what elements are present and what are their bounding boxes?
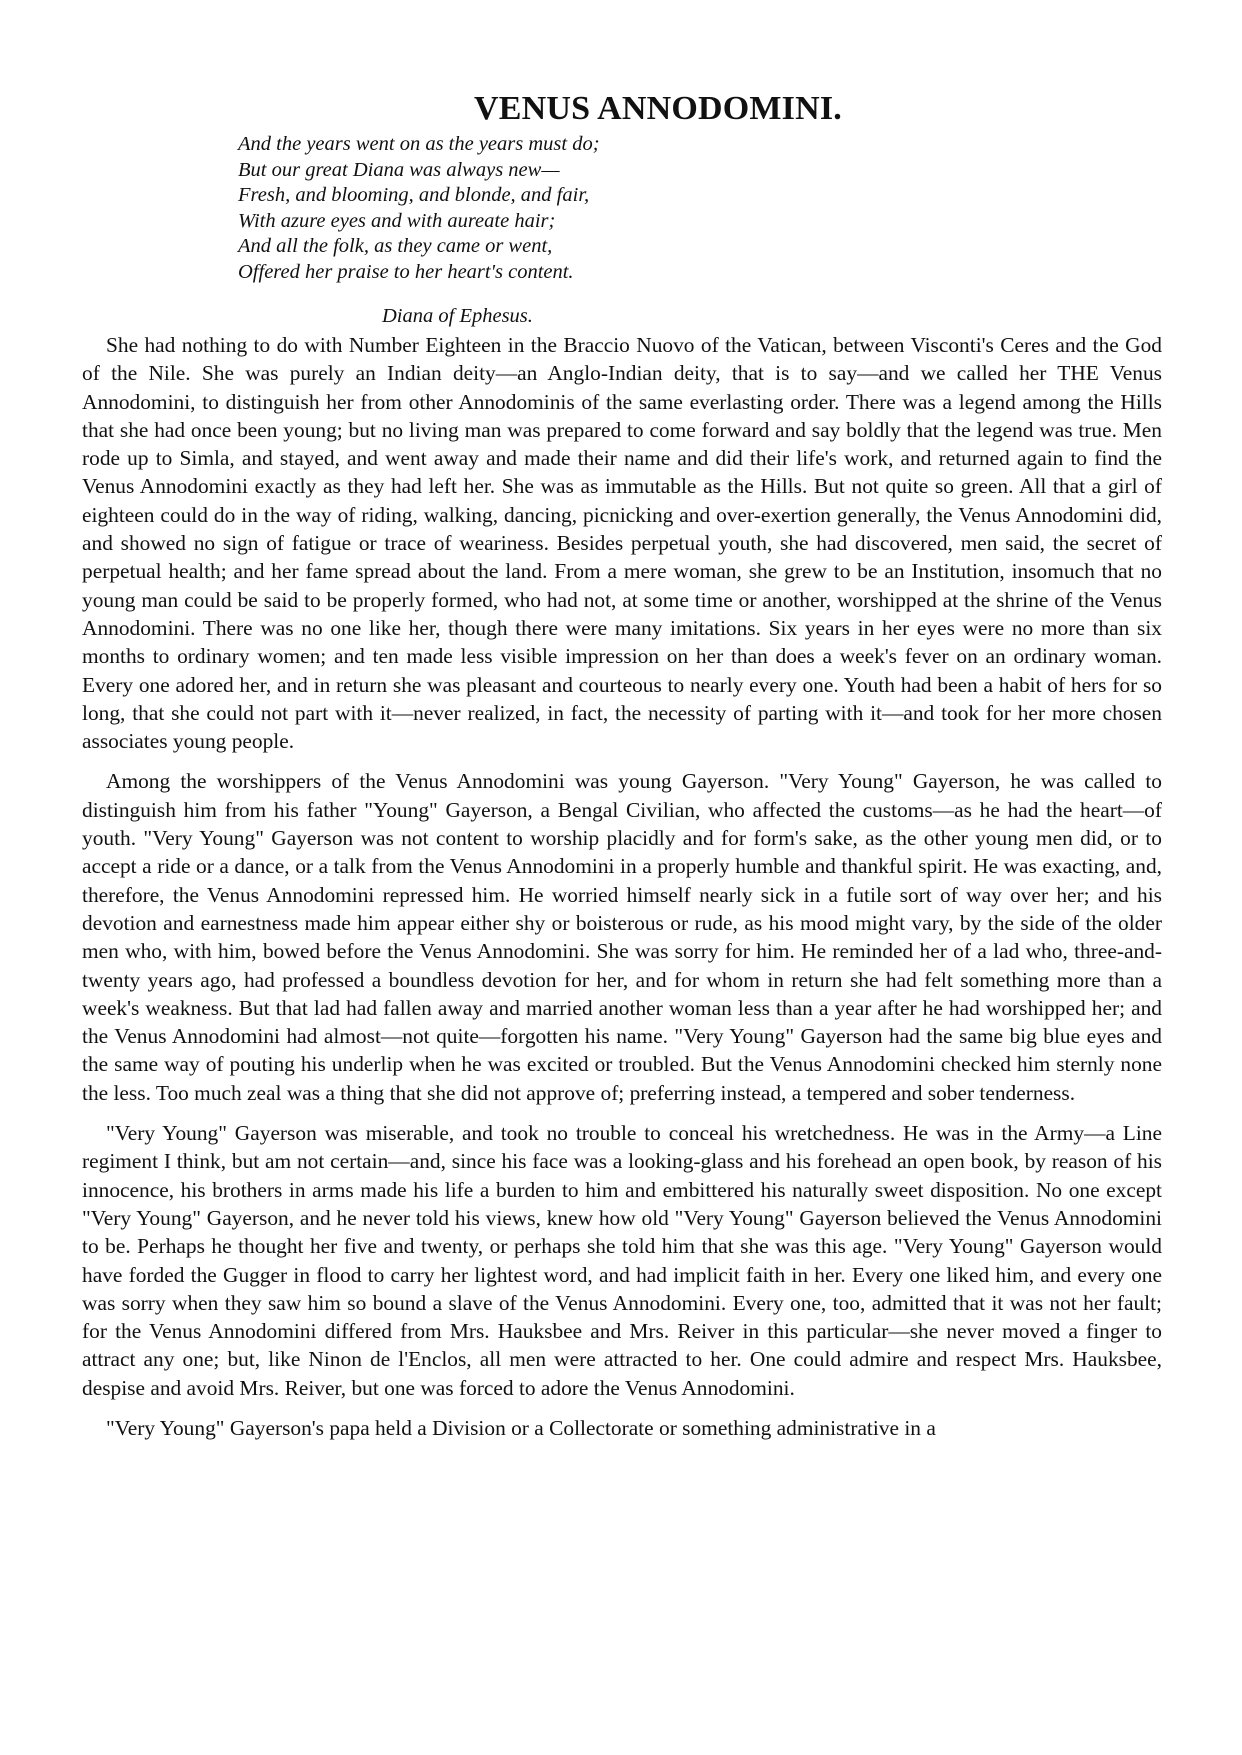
paragraph: Among the worshippers of the Venus Annodomini was young Gayerson. "Very Young" Gayerson, he was called to distinguish him from his father "Young" Gayerson, a Bengal Civilian, who affected the customs—as he had the heart—of youth. "Very Young" Gayerson was not content to worship placidly and for form's sake, as the other young men did, or to accept a ride or a dance, or a talk from the Venus Annodomini in a properly humble and thankful spirit. He was exacting, and, therefore, the Venus Annodomini repressed him. He worried himself nearly sick in a futile sort of way over her; and his devotion and earnestness made him appear either shy or boisterous or rude, as his mood might vary, by the side of the older men who, with him, bowed before the Venus Annodomini. She was sorry for him. He reminded her of a lad who, three-and-twenty years ago, had professed a boundless devotion for her, and for whom in return she had felt something more than a week's weakness. But that lad had fallen away and married another woman less than a year after he had worshipped her; and the Venus Annodomini had almost—not quite—forgotten his name. "Very Young" Gayerson had the same big blue eyes and the same way of pouting his underlip when he was excited or troubled. But the Venus Annodomini checked him sternly none the less. Too much zeal was a thing that she did not approve of; preferring instead, a tempered and sober tenderness. <box>82 769 1162 1105</box>
epigraph-line: And the years went on as the years must do; <box>238 133 600 155</box>
epigraph <box>238 132 1162 285</box>
paragraph: She had nothing to do with Number Eighteen in the Braccio Nuovo of the Vatican, between Visconti's Ceres and the God of the Nile. She was purely an Indian deity—an Anglo-Indian deity, that is to say—and we called her THE Venus Annodomini, to distinguish her from other Annodominis of the same everlasting order. There was a legend among the Hills that she had once been young; but no living man was prepared to come forward and say boldly that the legend was true. Men rode up to Simla, and stayed, and went away and made their name and did their life's work, and returned again to find the Venus Annodomini exactly as they had left her. She was as immutable as the Hills. But not quite so green. All that a girl of eighteen could do in the way of riding, walking, dancing, picnicking and over-exertion generally, the Venus Annodomini did, and showed no sign of fatigue or trace of weariness. Besides perpetual youth, she had discovered, men said, the secret of perpetual health; and her fame spread about the land. From a mere woman, she grew to be an Institution, insomuch that no young man could be said to be properly formed, who had not, at some time or another, worshipped at the shrine of the Venus Annodomini. There was no one like her, though there were many imitations. Six years in her eyes were no more than six months to ordinary women; and ten made less visible impression on her than does a week's fever on an ordinary woman. Every one adored her, and in return she was pleasant and courteous to nearly every one. Youth had been a habit of hers for so long, that she could not part with it—never realized, in fact, the necessity of parting with it—and took for her more chosen associates young people. <box>82 333 1162 754</box>
epigraph-line: And all the folk, as they came or went, <box>238 235 553 257</box>
body-text <box>82 331 1162 1442</box>
paragraph: "Very Young" Gayerson was miserable, and took no trouble to conceal his wretchedness. He was in the Army—a Line regiment I think, but am not certain—and, since his face was a looking-glass and his forehead an open book, by reason of his innocence, his brothers in arms made his life a burden to him and embittered his naturally sweet disposition. No one except "Very Young" Gayerson, and he never told his views, knew how old "Very Young" Gayerson believed the Venus Annodomini to be. Perhaps he thought her five and twenty, or perhaps she told him that she was this age. "Very Young" Gayerson would have forded the Gugger in flood to carry her lightest word, and had implicit faith in her. Every one liked him, and every one was sorry when they saw him so bound a slave of the Venus Annodomini. Every one, too, admitted that it was not her fault; for the Venus Annodomini differed from Mrs. Hauksbee and Mrs. Reiver in this particular—she never moved a finger to attract any one; but, like Ninon de l'Enclos, all men were attracted to her. One could admire and respect Mrs. Hauksbee, despise and avoid Mrs. Reiver, but one was forced to adore the Venus Annodomini. <box>82 1121 1162 1400</box>
epigraph-line: Fresh, and blooming, and blonde, and fair, <box>238 184 590 206</box>
epigraph-line: With azure eyes and with aureate hair; <box>238 209 556 232</box>
epigraph-attribution: Diana of Ephesus. <box>382 305 533 327</box>
epigraph-line: Offered her praise to her heart's content. <box>238 260 574 283</box>
epigraph-line: But our great Diana was always new— <box>238 158 560 181</box>
chapter-title: VENUS ANNODOMINI. <box>474 90 842 127</box>
document-page <box>82 90 1162 1454</box>
paragraph: "Very Young" Gayerson's papa held a Division or a Collectorate or something administrative in a <box>106 1415 936 1440</box>
